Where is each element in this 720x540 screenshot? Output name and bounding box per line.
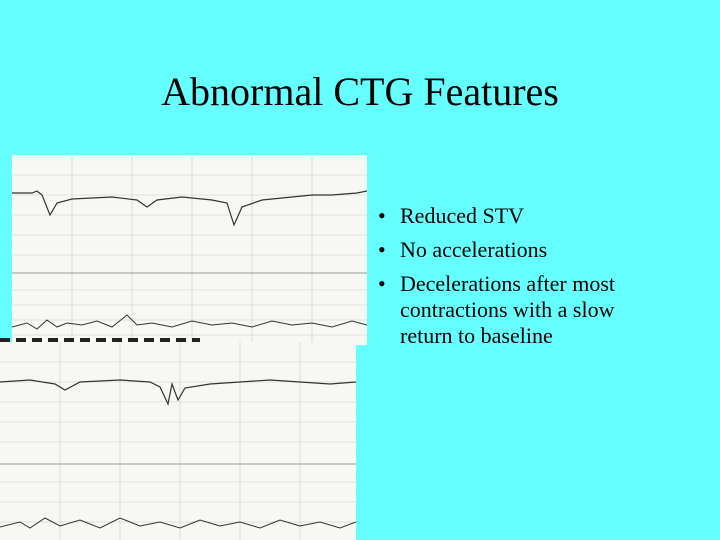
ctg-trace-image-lower [0, 342, 356, 540]
bullet-item: • Decelerations after most contractions with a slow return to baseline [378, 271, 616, 348]
ctg-trace-image-upper [12, 155, 367, 345]
bullet-list [372, 203, 672, 357]
bullet-item: • No accelerations [378, 237, 548, 262]
slide-title: Abnormal CTG Features [161, 69, 559, 114]
bullet-item: • Reduced STV [378, 203, 525, 228]
